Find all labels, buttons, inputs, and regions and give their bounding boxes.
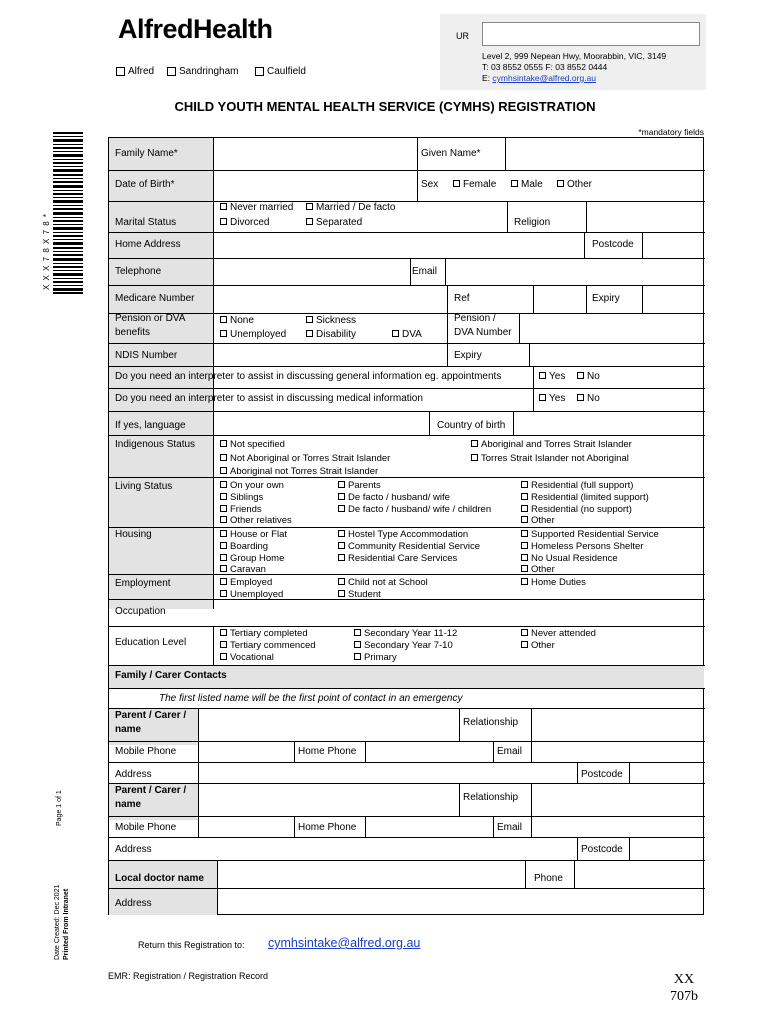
service-address xyxy=(482,51,666,84)
barcode-icon xyxy=(53,132,83,294)
parent1-label-2: name xyxy=(115,724,142,735)
sex-option-other[interactable] xyxy=(557,179,592,191)
checkbox-icon[interactable] xyxy=(471,454,478,461)
country-label: Country of birth xyxy=(437,420,506,431)
ref-label: Ref xyxy=(454,293,470,304)
checkbox-icon[interactable] xyxy=(220,542,227,549)
housing-col3-option[interactable] xyxy=(521,553,618,565)
option-label: Boarding xyxy=(230,540,269,552)
housing-label: Housing xyxy=(115,529,152,540)
ndis-label: NDIS Number xyxy=(115,350,178,361)
indigenous-option[interactable] xyxy=(220,439,285,451)
checkbox-icon[interactable] xyxy=(521,530,528,537)
parent2-mobile-label: Mobile Phone xyxy=(115,822,177,833)
option-label: Divorced xyxy=(230,217,270,228)
parent2-address-label: Address xyxy=(115,844,152,855)
interpreter-general-label: Do you need an interpreter to assist in discussing general information eg. appointments xyxy=(115,371,502,382)
checkbox-icon[interactable] xyxy=(220,440,227,447)
checkbox-icon[interactable] xyxy=(338,505,345,512)
option-label: Yes xyxy=(549,371,566,382)
living-col1-option[interactable] xyxy=(220,504,262,516)
checkbox-icon[interactable] xyxy=(338,578,345,585)
site-checkbox-sandringham[interactable] xyxy=(167,66,238,77)
page-number: Page 1 of 1 xyxy=(56,790,63,826)
employment-col1-option[interactable] xyxy=(220,589,283,601)
option-label: Separated xyxy=(316,217,363,228)
checkbox-icon[interactable] xyxy=(521,481,528,488)
education-col1-option[interactable] xyxy=(220,628,308,640)
checkbox-icon[interactable] xyxy=(220,641,227,648)
option-label: Secondary Year 11-12 xyxy=(364,628,458,639)
checkbox-icon[interactable] xyxy=(220,505,227,512)
option-label: Never attended xyxy=(531,628,596,639)
option-label: Group Home xyxy=(230,552,285,564)
family-section-title: Family / Carer Contacts xyxy=(115,670,227,681)
housing-col3-option[interactable] xyxy=(521,541,643,553)
living-col3-option[interactable] xyxy=(521,492,649,504)
option-label: Never married xyxy=(230,202,294,213)
option-label: Unemployed xyxy=(230,588,284,600)
checkbox-icon[interactable] xyxy=(521,565,528,572)
education-col1-option[interactable] xyxy=(220,652,274,664)
pension-number-label-2: DVA Number xyxy=(454,327,512,338)
education-col3-option[interactable] xyxy=(521,628,596,640)
checkbox-icon[interactable] xyxy=(471,440,478,447)
ur-box xyxy=(440,14,706,90)
sex-option-female[interactable] xyxy=(453,179,496,191)
option-label: Hostel Type Accommodation xyxy=(348,529,469,540)
marital-status-label: Marital Status xyxy=(115,217,177,228)
indigenous-option[interactable] xyxy=(220,466,378,478)
option-label: Primary xyxy=(364,651,397,663)
employment-col2-option[interactable] xyxy=(338,589,381,601)
parent1-label-1: Parent / Carer / xyxy=(115,710,187,721)
employment-col2-option[interactable] xyxy=(338,577,428,589)
checkbox-icon[interactable] xyxy=(220,565,227,572)
pension-label-2: benefits xyxy=(115,327,151,338)
checkbox-icon[interactable] xyxy=(338,481,345,488)
option-label: No xyxy=(587,371,600,382)
date-created: Date Created: Dec 2021 xyxy=(54,884,61,960)
checkbox-icon[interactable] xyxy=(220,330,227,337)
address-line: Level 2, 999 Nepean Hwy, Moorabbin, VIC, 3149 xyxy=(482,51,667,61)
interpreter-medical-label: Do you need an interpreter to assist in discussing medical information xyxy=(115,393,423,404)
option-label: Sickness xyxy=(316,315,357,326)
parent1-email-label: Email xyxy=(497,746,523,757)
option-label: Friends xyxy=(230,503,262,515)
religion-label: Religion xyxy=(514,217,551,228)
option-label: No xyxy=(587,393,600,404)
interpreter-general-yes[interactable] xyxy=(539,371,565,383)
option-label: Caravan xyxy=(230,564,266,576)
doctor-address-label: Address xyxy=(115,898,152,909)
checkbox-icon[interactable] xyxy=(521,554,528,561)
checkbox-icon[interactable] xyxy=(220,530,227,537)
doctor-phone-label: Phone xyxy=(534,873,563,884)
education-col2-option[interactable] xyxy=(354,652,397,664)
parent1-postcode-label: Postcode xyxy=(581,769,623,780)
option-label: Other xyxy=(531,639,555,651)
housing-col3-option[interactable] xyxy=(521,564,555,576)
living-col1-option[interactable] xyxy=(220,515,292,527)
marital-option[interactable] xyxy=(220,202,293,214)
living-col2-option[interactable] xyxy=(338,480,381,492)
option-label: Other xyxy=(567,179,593,190)
barcode-digits: X X X 7 8 X 7 8 * xyxy=(42,212,51,290)
site-checkbox-caulfield[interactable] xyxy=(255,66,306,77)
checkbox-icon[interactable] xyxy=(220,629,227,636)
marital-option[interactable] xyxy=(306,217,362,229)
housing-col3-option[interactable] xyxy=(521,529,659,541)
checkbox-icon[interactable] xyxy=(521,505,528,512)
checkbox-icon[interactable] xyxy=(354,629,361,636)
pension-number-label-1: Pension / xyxy=(454,313,496,324)
emergency-note: The first listed name will be the first point of contact in an emergency xyxy=(159,693,463,704)
marital-option[interactable] xyxy=(220,217,269,229)
checkbox-icon[interactable] xyxy=(220,653,227,660)
living-col2-option[interactable] xyxy=(338,492,450,504)
checkbox-icon[interactable] xyxy=(511,180,518,187)
option-label: Married / De facto xyxy=(316,202,396,213)
language-label: If yes, language xyxy=(115,420,186,431)
alfred-health-logo: AlfredHealth xyxy=(118,14,273,44)
option-label: De facto / husband/ wife xyxy=(348,491,450,503)
site-label: Alfred xyxy=(128,66,155,77)
option-label: Not specified xyxy=(230,439,285,450)
family-name-label: Family Name* xyxy=(115,148,178,159)
checkbox-icon[interactable] xyxy=(306,316,313,323)
parent1-mobile-label: Mobile Phone xyxy=(115,746,177,757)
option-label: Unemployed xyxy=(230,329,287,340)
header-email-link[interactable]: cymhsintake@alfred.org.au xyxy=(492,73,596,83)
checkbox-icon[interactable] xyxy=(521,578,528,585)
option-label: Torres Strait Islander not Aboriginal xyxy=(481,453,629,464)
checkbox-icon[interactable] xyxy=(521,516,528,523)
living-col3-option[interactable] xyxy=(521,515,555,527)
option-label: Residential (limited support) xyxy=(531,491,649,503)
pension-option-none[interactable] xyxy=(220,315,254,327)
form-code-2: 707b xyxy=(670,989,698,1004)
indigenous-option[interactable] xyxy=(220,453,390,465)
emr-text: EMR: Registration / Registration Record xyxy=(108,971,269,981)
housing-col1-option[interactable] xyxy=(220,529,287,541)
option-label: DVA xyxy=(402,329,422,340)
checkbox-icon[interactable] xyxy=(306,218,313,225)
option-label: Residential (full support) xyxy=(531,480,634,491)
occupation-label: Occupation xyxy=(115,606,166,617)
option-label: Residential (no support) xyxy=(531,503,632,515)
checkbox-icon[interactable] xyxy=(220,218,227,225)
option-label: On your own xyxy=(230,480,284,491)
marital-option[interactable] xyxy=(306,202,395,214)
living-col1-option[interactable] xyxy=(220,492,263,504)
checkbox-icon[interactable] xyxy=(255,67,264,76)
parent2-label-2: name xyxy=(115,799,142,810)
parent2-postcode-label: Postcode xyxy=(581,844,623,855)
housing-col1-option[interactable] xyxy=(220,553,284,565)
checkbox-icon[interactable] xyxy=(220,493,227,500)
option-label: Tertiary completed xyxy=(230,628,308,639)
living-col3-option[interactable] xyxy=(521,504,632,516)
pension-label-1: Pension or DVA xyxy=(115,313,186,324)
checkbox-icon[interactable] xyxy=(306,330,313,337)
checkbox-icon[interactable] xyxy=(220,481,227,488)
form-code-1: XX xyxy=(673,972,695,987)
checkbox-icon[interactable] xyxy=(338,493,345,500)
interpreter-medical-yes[interactable] xyxy=(539,393,565,405)
option-label: Vocational xyxy=(230,651,274,663)
option-label: Community Residential Service xyxy=(348,540,480,552)
option-label: Other xyxy=(531,564,555,576)
return-text: Return this Registration to: xyxy=(138,940,245,950)
indigenous-option[interactable] xyxy=(471,439,632,451)
form-title: CHILD YOUTH MENTAL HEALTH SERVICE (CYMHS) REGISTRATION xyxy=(174,99,596,114)
ur-input[interactable] xyxy=(482,22,700,46)
sex-option-male[interactable] xyxy=(511,179,543,191)
option-label: Other xyxy=(531,515,555,527)
site-label: Sandringham xyxy=(179,66,239,77)
email-line xyxy=(482,73,666,84)
employment-label: Employment xyxy=(115,578,171,589)
dob-label: Date of Birth* xyxy=(115,179,175,190)
option-label: Aboriginal and Torres Strait Islander xyxy=(481,439,632,450)
interpreter-general-no[interactable] xyxy=(577,371,600,383)
checkbox-icon[interactable] xyxy=(354,653,361,660)
checkbox-icon[interactable] xyxy=(338,530,345,537)
option-label: Parents xyxy=(348,480,381,491)
option-label: Disability xyxy=(316,329,357,340)
education-col2-option[interactable] xyxy=(354,628,457,640)
option-label: Female xyxy=(463,179,497,190)
living-col2-option[interactable] xyxy=(338,504,491,516)
parent1-relationship-label: Relationship xyxy=(463,717,519,728)
housing-col2-option[interactable] xyxy=(338,541,480,553)
pension-option-disability[interactable] xyxy=(306,329,356,341)
checkbox-icon[interactable] xyxy=(539,394,546,401)
housing-col1-option[interactable] xyxy=(220,564,266,576)
pension-option-sickness[interactable] xyxy=(306,315,356,327)
checkbox-icon[interactable] xyxy=(539,372,546,379)
option-label: Employed xyxy=(230,577,273,588)
living-status-label: Living Status xyxy=(115,481,173,492)
checkbox-icon[interactable] xyxy=(220,467,227,474)
education-col1-option[interactable] xyxy=(220,640,316,652)
living-col1-option[interactable] xyxy=(220,480,284,492)
option-label: No Usual Residence xyxy=(531,552,618,564)
indigenous-option[interactable] xyxy=(471,453,629,465)
option-label: Yes xyxy=(549,393,566,404)
doctor-label: Local doctor name xyxy=(115,873,204,884)
checkbox-icon[interactable] xyxy=(220,554,227,561)
checkbox-icon[interactable] xyxy=(220,516,227,523)
form-code xyxy=(670,971,698,1005)
checkbox-icon[interactable] xyxy=(392,330,399,337)
option-label: Child not at School xyxy=(348,577,428,588)
employment-col1-option[interactable] xyxy=(220,577,272,589)
pension-option-dva[interactable] xyxy=(392,329,422,341)
option-label: De facto / husband/ wife / children xyxy=(348,503,492,515)
site-label: Caulfield xyxy=(267,66,306,77)
checkbox-icon[interactable] xyxy=(577,394,584,401)
pension-option-unemployed[interactable] xyxy=(220,329,286,341)
checkbox-icon[interactable] xyxy=(220,578,227,585)
parent1-home-phone-label: Home Phone xyxy=(298,746,357,757)
option-label: Tertiary commenced xyxy=(230,639,316,651)
option-label: House or Flat xyxy=(230,529,288,540)
checkbox-icon[interactable] xyxy=(220,590,227,597)
ur-label: UR xyxy=(456,31,469,41)
telephone-label: Telephone xyxy=(115,266,162,277)
checkbox-icon[interactable] xyxy=(521,493,528,500)
email-label: Email xyxy=(412,266,438,277)
education-label: Education Level xyxy=(115,637,187,648)
postcode-label: Postcode xyxy=(592,239,634,250)
sex-label: Sex xyxy=(421,179,439,190)
housing-col1-option[interactable] xyxy=(220,541,268,553)
housing-col2-option[interactable] xyxy=(338,529,468,541)
mandatory-note: *mandatory fields xyxy=(638,127,704,137)
checkbox-icon[interactable] xyxy=(306,203,313,210)
option-label: Home Duties xyxy=(531,577,586,588)
checkbox-icon[interactable] xyxy=(521,629,528,636)
printed-from: Printed From Intranet xyxy=(63,888,70,960)
home-address-label: Home Address xyxy=(115,239,181,250)
checkbox-icon[interactable] xyxy=(167,67,176,76)
checkbox-icon[interactable] xyxy=(338,542,345,549)
email-prefix: E: xyxy=(482,73,493,83)
parent2-home-phone-label: Home Phone xyxy=(298,822,357,833)
checkbox-icon[interactable] xyxy=(116,67,125,76)
living-col3-option[interactable] xyxy=(521,480,633,492)
option-label: Secondary Year 7-10 xyxy=(364,639,453,651)
checkbox-icon[interactable] xyxy=(338,590,345,597)
option-label: Not Aboriginal or Torres Strait Islander xyxy=(230,453,391,464)
option-label: Residential Care Services xyxy=(348,552,458,564)
checkbox-icon[interactable] xyxy=(220,316,227,323)
option-label: Supported Residential Service xyxy=(531,529,659,540)
parent2-relationship-label: Relationship xyxy=(463,792,519,803)
expiry-label: Expiry xyxy=(592,293,620,304)
checkbox-icon[interactable] xyxy=(354,641,361,648)
ndis-expiry-label: Expiry xyxy=(454,350,482,361)
education-col3-option[interactable] xyxy=(521,640,555,652)
checkbox-icon[interactable] xyxy=(521,641,528,648)
checkbox-icon[interactable] xyxy=(521,542,528,549)
registration-form xyxy=(108,137,704,915)
housing-col2-option[interactable] xyxy=(338,553,457,565)
option-label: Male xyxy=(521,179,543,190)
option-label: Siblings xyxy=(230,491,264,503)
checkbox-icon[interactable] xyxy=(220,454,227,461)
checkbox-icon[interactable] xyxy=(557,180,564,187)
checkbox-icon[interactable] xyxy=(577,372,584,379)
employment-col3-option[interactable] xyxy=(521,577,586,589)
parent2-label-1: Parent / Carer / xyxy=(115,785,187,796)
phone-line: T: 03 8552 0555 F: 03 8552 0444 xyxy=(482,62,608,72)
checkbox-icon[interactable] xyxy=(220,203,227,210)
given-name-label: Given Name* xyxy=(421,148,481,159)
indigenous-label: Indigenous Status xyxy=(115,439,196,450)
interpreter-medical-no[interactable] xyxy=(577,393,600,405)
option-label: Student xyxy=(348,588,381,600)
option-label: Homeless Persons Shelter xyxy=(531,540,644,552)
checkbox-icon[interactable] xyxy=(453,180,460,187)
return-email-link[interactable]: cymhsintake@alfred.org.au xyxy=(268,936,421,950)
option-label: Other relatives xyxy=(230,515,292,527)
parent2-email-label: Email xyxy=(497,822,523,833)
option-label: Aboriginal not Torres Strait Islander xyxy=(230,466,379,477)
education-col2-option[interactable] xyxy=(354,640,453,652)
checkbox-icon[interactable] xyxy=(338,554,345,561)
medicare-label: Medicare Number xyxy=(115,293,195,304)
parent1-address-label: Address xyxy=(115,769,152,780)
option-label: None xyxy=(230,315,254,326)
site-checkbox-alfred[interactable] xyxy=(116,66,154,77)
